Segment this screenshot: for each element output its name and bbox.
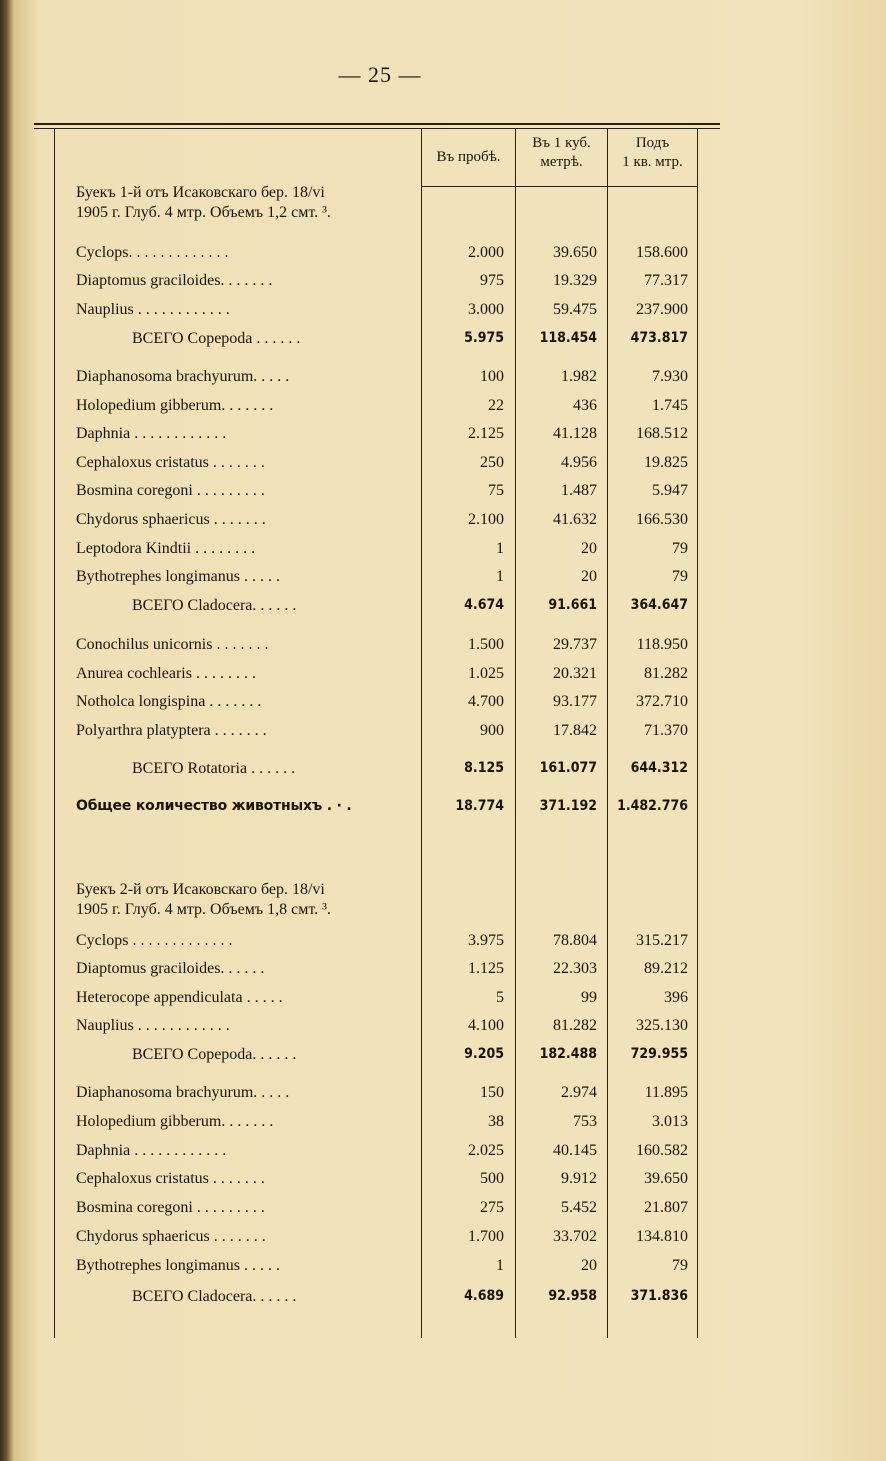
table-row	[0, 960, 886, 986]
row-label: Cephaloxus cristatus . . . . . . .	[76, 454, 265, 471]
per-cubic-meter-value: 1.982	[561, 368, 597, 385]
per-square-meter-value: 364.647	[630, 597, 688, 613]
per-square-meter-value: 39.650	[644, 1170, 688, 1187]
row-label: Anurea cochlearis . . . . . . . .	[76, 665, 256, 682]
row-label: ВСЕГО Rotatoria . . . . . .	[132, 760, 296, 777]
sample-count: 4.700	[468, 693, 504, 710]
sample-count: 2.125	[468, 425, 504, 442]
table-row	[0, 932, 886, 958]
table-row	[0, 568, 886, 594]
sample-count: 2.100	[468, 511, 504, 528]
row-label: Nauplius . . . . . . . . . . . .	[76, 1017, 230, 1034]
sample-count: 5.975	[464, 330, 504, 346]
table-row	[0, 1017, 886, 1043]
per-cubic-meter-value: 19.329	[553, 272, 597, 289]
sample-count: 9.205	[464, 1046, 504, 1062]
sample-count: 8.125	[464, 760, 504, 776]
per-square-meter-value: 237.900	[636, 301, 688, 318]
per-square-meter-value: 168.512	[636, 425, 688, 442]
table-row	[0, 636, 886, 662]
sample-count: 38	[488, 1113, 504, 1130]
per-cubic-meter-value: 40.145	[553, 1142, 597, 1159]
per-cubic-meter-value: 33.702	[553, 1228, 597, 1245]
per-cubic-meter-value: 9.912	[561, 1170, 597, 1187]
per-cubic-meter-value: 371.192	[539, 798, 597, 814]
sample-count: 500	[480, 1170, 504, 1187]
per-square-meter-value: 3.013	[652, 1113, 688, 1130]
page-number: — 25 —	[338, 62, 422, 87]
row-label: Bythotrephes longimanus . . . . .	[76, 568, 280, 585]
row-label: Diaphanosoma brachyurum. . . . .	[76, 368, 290, 385]
sample-count: 18.774	[455, 798, 504, 814]
sample-count: 150	[480, 1084, 504, 1101]
total-row	[0, 1288, 886, 1314]
per-square-meter-value: 1.482.776	[617, 798, 688, 814]
per-cubic-meter-value: 20	[581, 568, 597, 585]
table-top-rule-thin	[34, 128, 720, 129]
sample-count: 3.000	[468, 301, 504, 318]
per-cubic-meter-value: 2.974	[561, 1084, 597, 1101]
table-row	[0, 482, 886, 508]
row-label: Cyclops. . . . . . . . . . . . .	[76, 244, 229, 261]
row-label: ВСЕГО Cladocera. . . . . .	[132, 1288, 297, 1305]
row-label: Bosmina coregoni . . . . . . . . .	[76, 482, 265, 499]
sample-count: 1.025	[468, 665, 504, 682]
per-cubic-meter-value: 20	[581, 1257, 597, 1274]
per-square-meter-value: 79	[672, 568, 688, 585]
per-square-meter-value: 7.930	[652, 368, 688, 385]
table-row	[0, 665, 886, 691]
per-cubic-meter-value: 39.650	[553, 244, 597, 261]
per-cubic-meter-value: 22.303	[553, 960, 597, 977]
per-cubic-meter-value: 1.487	[561, 482, 597, 499]
section1-caption: Буекъ 1-й отъ Исаковскаго бер. 18/vi 1905 г. Глуб. 4 мтр. Объемъ 1,2 смт. ³.	[76, 184, 331, 221]
per-cubic-meter-value: 182.488	[539, 1046, 597, 1062]
row-label: Holopedium gibberum. . . . . . .	[76, 1113, 274, 1130]
header-per-cubic-meter: Въ 1 куб. метрѣ.	[532, 135, 591, 170]
per-cubic-meter-value: 753	[573, 1113, 597, 1130]
row-label: ВСЕГО Copepoda . . . . . .	[132, 330, 301, 347]
header-per-square-meter: Подъ 1 кв. мтр.	[622, 135, 683, 170]
header-underline	[421, 186, 697, 187]
per-square-meter-value: 396	[664, 989, 688, 1006]
per-square-meter-value: 315.217	[636, 932, 688, 949]
per-square-meter-value: 21.807	[644, 1199, 688, 1216]
table-row	[0, 272, 886, 298]
per-cubic-meter-value: 59.475	[553, 301, 597, 318]
per-cubic-meter-value: 5.452	[561, 1199, 597, 1216]
per-cubic-meter-value: 99	[581, 989, 597, 1006]
per-cubic-meter-value: 17.842	[553, 722, 597, 739]
per-square-meter-value: 372.710	[636, 693, 688, 710]
row-label: Leptodora Kindtii . . . . . . . .	[76, 540, 256, 557]
row-label: Diaptomus graciloides. . . . . .	[76, 960, 265, 977]
per-cubic-meter-value: 41.128	[553, 425, 597, 442]
section2-caption: Буекъ 2-й отъ Исаковскаго бер. 18/vi 1905 г. Глуб. 4 мтр. Объемъ 1,8 смт. ³.	[76, 881, 331, 918]
sample-count: 1.700	[468, 1228, 504, 1245]
per-cubic-meter-value: 81.282	[553, 1017, 597, 1034]
table-row	[0, 540, 886, 566]
per-square-meter-value: 71.370	[644, 722, 688, 739]
row-label: Heterocope appendiculata . . . . .	[76, 989, 283, 1006]
table-row	[0, 1228, 886, 1254]
per-square-meter-value: 1.745	[652, 397, 688, 414]
table-top-rule	[34, 123, 720, 125]
per-cubic-meter-value: 92.958	[548, 1288, 597, 1304]
total-row	[0, 1046, 886, 1072]
per-square-meter-value: 729.955	[630, 1046, 688, 1062]
table-row	[0, 368, 886, 394]
per-square-meter-value: 79	[672, 540, 688, 557]
per-square-meter-value: 81.282	[644, 665, 688, 682]
row-label: Holopedium gibberum. . . . . . .	[76, 397, 274, 414]
per-cubic-meter-value: 4.956	[561, 454, 597, 471]
total-row	[0, 798, 886, 824]
per-cubic-meter-value: 161.077	[539, 760, 597, 776]
row-label: Общее количество животныхъ . · .	[76, 798, 352, 814]
total-row	[0, 330, 886, 356]
row-label: ВСЕГО Copepoda. . . . . .	[132, 1046, 297, 1063]
table-row	[0, 511, 886, 537]
per-cubic-meter-value: 91.661	[548, 597, 597, 613]
per-square-meter-value: 473.817	[630, 330, 688, 346]
table-row	[0, 1257, 886, 1283]
table-row	[0, 1084, 886, 1110]
per-square-meter-value: 644.312	[630, 760, 688, 776]
row-label: Chydorus sphaericus . . . . . . .	[76, 511, 266, 528]
table-row	[0, 1170, 886, 1196]
sample-count: 4.689	[464, 1288, 504, 1304]
row-label: Daphnia . . . . . . . . . . . .	[76, 425, 227, 442]
table-row	[0, 693, 886, 719]
row-label: ВСЕГО Cladocera. . . . . .	[132, 597, 297, 614]
sample-count: 1	[496, 568, 504, 585]
per-cubic-meter-value: 93.177	[553, 693, 597, 710]
table-row	[0, 301, 886, 327]
row-label: Bythotrephes longimanus . . . . .	[76, 1257, 280, 1274]
table-row	[0, 989, 886, 1015]
per-square-meter-value: 325.130	[636, 1017, 688, 1034]
table-row	[0, 722, 886, 748]
per-cubic-meter-value: 41.632	[553, 511, 597, 528]
row-label: Polyarthra platyptera . . . . . . .	[76, 722, 267, 739]
per-cubic-meter-value: 20	[581, 540, 597, 557]
per-square-meter-value: 77.317	[644, 272, 688, 289]
per-cubic-meter-value: 118.454	[539, 330, 597, 346]
per-square-meter-value: 19.825	[644, 454, 688, 471]
per-square-meter-value: 79	[672, 1257, 688, 1274]
row-label: Conochilus unicornis . . . . . . .	[76, 636, 269, 653]
row-label: Daphnia . . . . . . . . . . . .	[76, 1142, 227, 1159]
row-label: Diaptomus graciloides. . . . . . .	[76, 272, 273, 289]
sample-count: 1	[496, 1257, 504, 1274]
table-row	[0, 425, 886, 451]
per-square-meter-value: 160.582	[636, 1142, 688, 1159]
sample-count: 900	[480, 722, 504, 739]
table-row	[0, 397, 886, 423]
sample-count: 3.975	[468, 932, 504, 949]
per-square-meter-value: 118.950	[636, 636, 688, 653]
sample-count: 1	[496, 540, 504, 557]
per-cubic-meter-value: 436	[573, 397, 597, 414]
row-label: Diaphanosoma brachyurum. . . . .	[76, 1084, 290, 1101]
row-label: Chydorus sphaericus . . . . . . .	[76, 1228, 266, 1245]
row-label: Nauplius . . . . . . . . . . . .	[76, 301, 230, 318]
table-row	[0, 1113, 886, 1139]
per-cubic-meter-value: 20.321	[553, 665, 597, 682]
sample-count: 275	[480, 1199, 504, 1216]
row-label: Cephaloxus cristatus . . . . . . .	[76, 1170, 265, 1187]
table-row	[0, 1199, 886, 1225]
row-label: Bosmina coregoni . . . . . . . . .	[76, 1199, 265, 1216]
sample-count: 250	[480, 454, 504, 471]
per-square-meter-value: 371.836	[630, 1288, 688, 1304]
per-square-meter-value: 89.212	[644, 960, 688, 977]
row-label: Cyclops . . . . . . . . . . . . .	[76, 932, 233, 949]
total-row	[0, 760, 886, 786]
sample-count: 975	[480, 272, 504, 289]
sample-count: 2.000	[468, 244, 504, 261]
table-row	[0, 244, 886, 270]
sample-count: 100	[480, 368, 504, 385]
sample-count: 5	[496, 989, 504, 1006]
sample-count: 2.025	[468, 1142, 504, 1159]
per-cubic-meter-value: 78.804	[553, 932, 597, 949]
sample-count: 75	[488, 482, 504, 499]
per-cubic-meter-value: 29.737	[553, 636, 597, 653]
sample-count: 22	[488, 397, 504, 414]
per-square-meter-value: 134.810	[636, 1228, 688, 1245]
per-square-meter-value: 158.600	[636, 244, 688, 261]
sample-count: 4.100	[468, 1017, 504, 1034]
per-square-meter-value: 11.895	[644, 1084, 688, 1101]
sample-count: 1.500	[468, 636, 504, 653]
total-row	[0, 597, 886, 623]
sample-count: 1.125	[468, 960, 504, 977]
header-sample: Въ пробѣ.	[436, 149, 501, 165]
row-label: Notholca longispina . . . . . . .	[76, 693, 262, 710]
per-square-meter-value: 5.947	[652, 482, 688, 499]
per-square-meter-value: 166.530	[636, 511, 688, 528]
table-row	[0, 1142, 886, 1168]
table-row	[0, 454, 886, 480]
sample-count: 4.674	[464, 597, 504, 613]
